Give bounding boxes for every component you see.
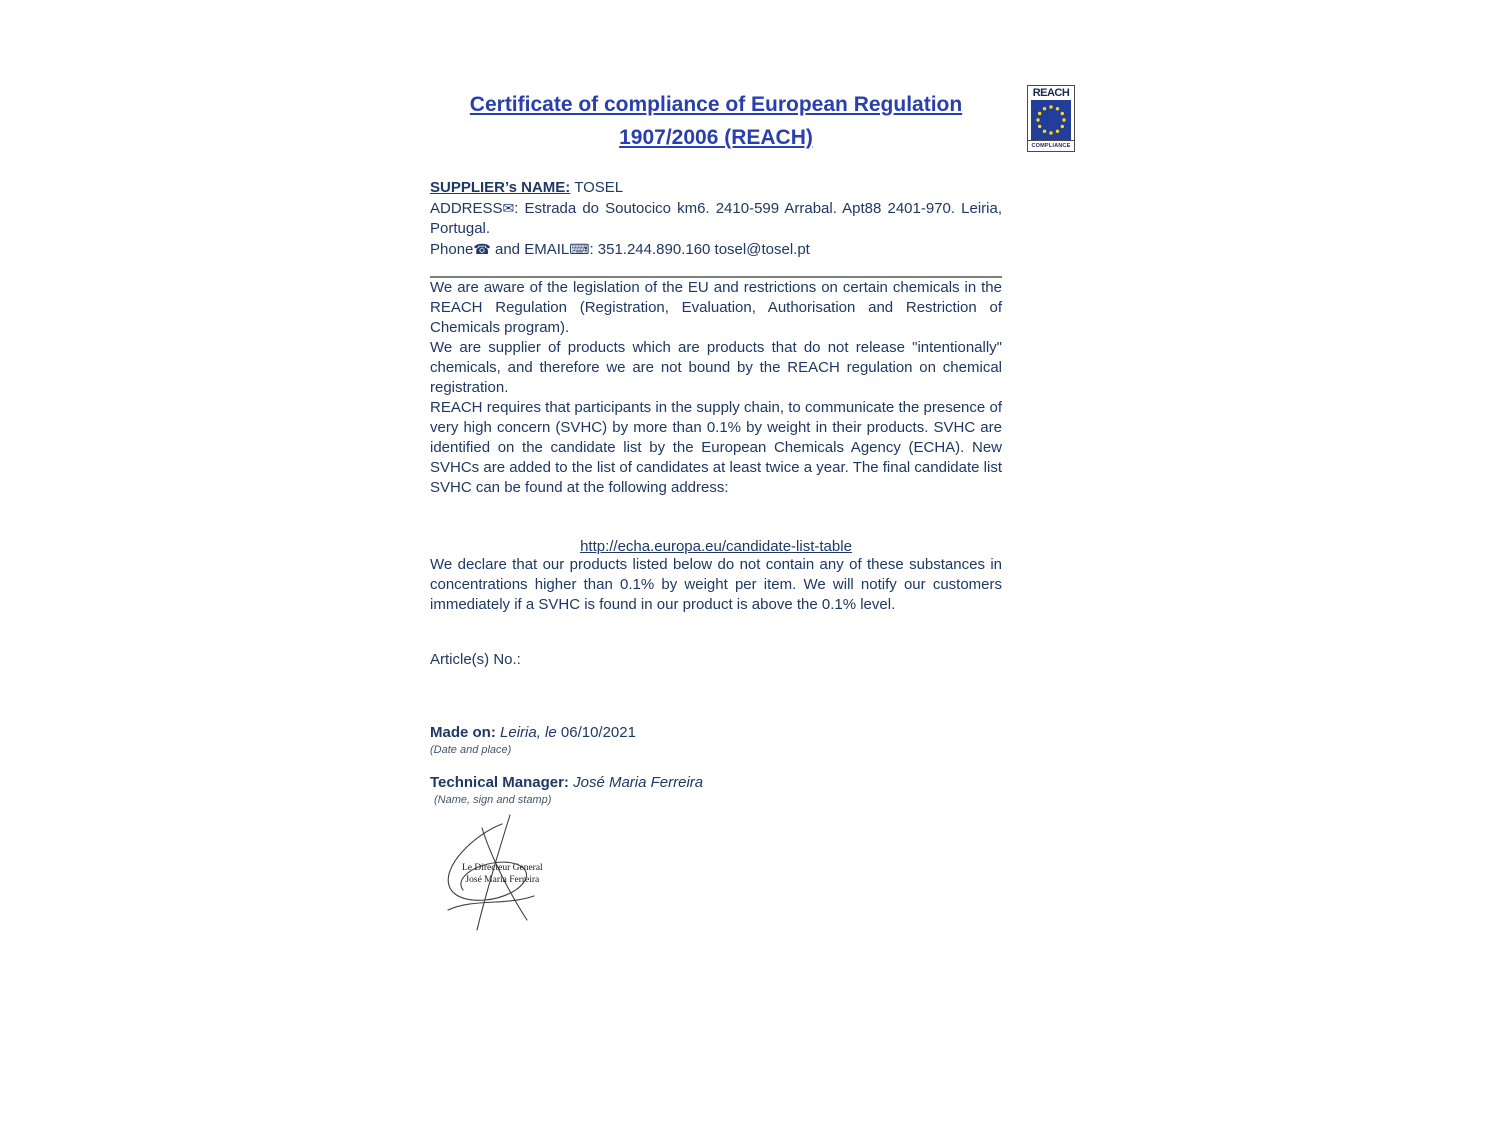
supplier-name-label: SUPPLIER’s NAME: — [430, 179, 571, 197]
document-content — [430, 85, 1002, 942]
made-on-line — [430, 724, 1002, 741]
computer-icon: ⌨ — [569, 241, 590, 258]
envelope-icon: ✉ — [502, 200, 515, 217]
title-line-1: Certificate of compliance of European Regulation — [469, 93, 963, 116]
paragraph-awareness: We are aware of the legislation of the EU and restrictions on certain chemicals in the REACH Regulation (Registration, Evaluation, Authorisation and Restriction of Chemicals program). — [430, 279, 1002, 337]
eu-flag-icon — [1031, 100, 1071, 140]
article-number-label: Article(s) No.: — [430, 651, 521, 669]
made-on-date: 06/10/2021 — [556, 724, 636, 742]
supplier-name-line — [430, 178, 1002, 198]
technical-manager-value: José Maria Ferreira — [568, 774, 704, 792]
supplier-contact-line — [430, 239, 1002, 260]
signature-text — [462, 862, 543, 886]
supplier-address-line — [430, 198, 1002, 239]
technical-manager-label: Technical Manager: — [430, 774, 569, 792]
address-value: : Estrada do Soutocico km6. 2410-599 Arrabal. Apt88 2401-970. Leiria, Portugal. — [430, 200, 1002, 238]
page-title — [430, 89, 1002, 154]
signature-block — [430, 812, 1002, 942]
signature-line-2: José Maria Ferreira — [465, 875, 540, 886]
supplier-block — [430, 178, 1002, 260]
phone-icon: ☎ — [473, 241, 491, 258]
address-label: ADDRESS — [430, 200, 503, 218]
phone-label: Phone — [430, 241, 474, 259]
made-on-label: Made on: — [430, 724, 496, 742]
email-label: and EMAIL — [490, 241, 570, 259]
contact-value: : 351.244.890.160 tosel@tosel.pt — [589, 241, 810, 259]
date-place-note: (Date and place) — [430, 744, 512, 757]
reach-logo-compliance: COMPLIANCE — [1028, 140, 1074, 151]
signature-line-1: Le Directeur General — [462, 863, 543, 874]
name-sign-note: (Name, sign and stamp) — [434, 794, 552, 807]
supplier-name-value: TOSEL — [570, 179, 624, 197]
paragraph-supplier-status: We are supplier of products which are products that do not release "intentionally" chemicals, and therefore we are not bound by the REACH regulation on chemical registration. — [430, 339, 1002, 397]
made-on-place: Leiria, le — [495, 724, 557, 742]
title-line-2: 1907/2006 (REACH) — [619, 125, 813, 149]
paragraph-reach-requirements: REACH requires that participants in the supply chain, to communicate the presence of very high concern (SVHC) by more than 0.1% by weight in their products. SVHC are identified on the candidate list by the European Chemicals Agency (ECHA). New SVHCs are added to the list of candidates at least twice a year. The final candidate list SVHC can be found at the following address: — [430, 399, 1002, 497]
reach-compliance-logo — [1027, 85, 1075, 152]
technical-manager-line — [430, 774, 1002, 791]
candidate-list-link[interactable]: http://echa.europa.eu/candidate-list-table — [580, 538, 852, 556]
reach-logo-title: REACH — [1032, 87, 1070, 99]
paragraph-declaration: We declare that our products listed below do not contain any of these substances in concentrations higher than 0.1% by weight per item. We will notify our customers immediately if a SVHC is found in our product is above the 0.1% level. — [430, 556, 1002, 614]
candidate-list-link-row — [430, 538, 1002, 555]
